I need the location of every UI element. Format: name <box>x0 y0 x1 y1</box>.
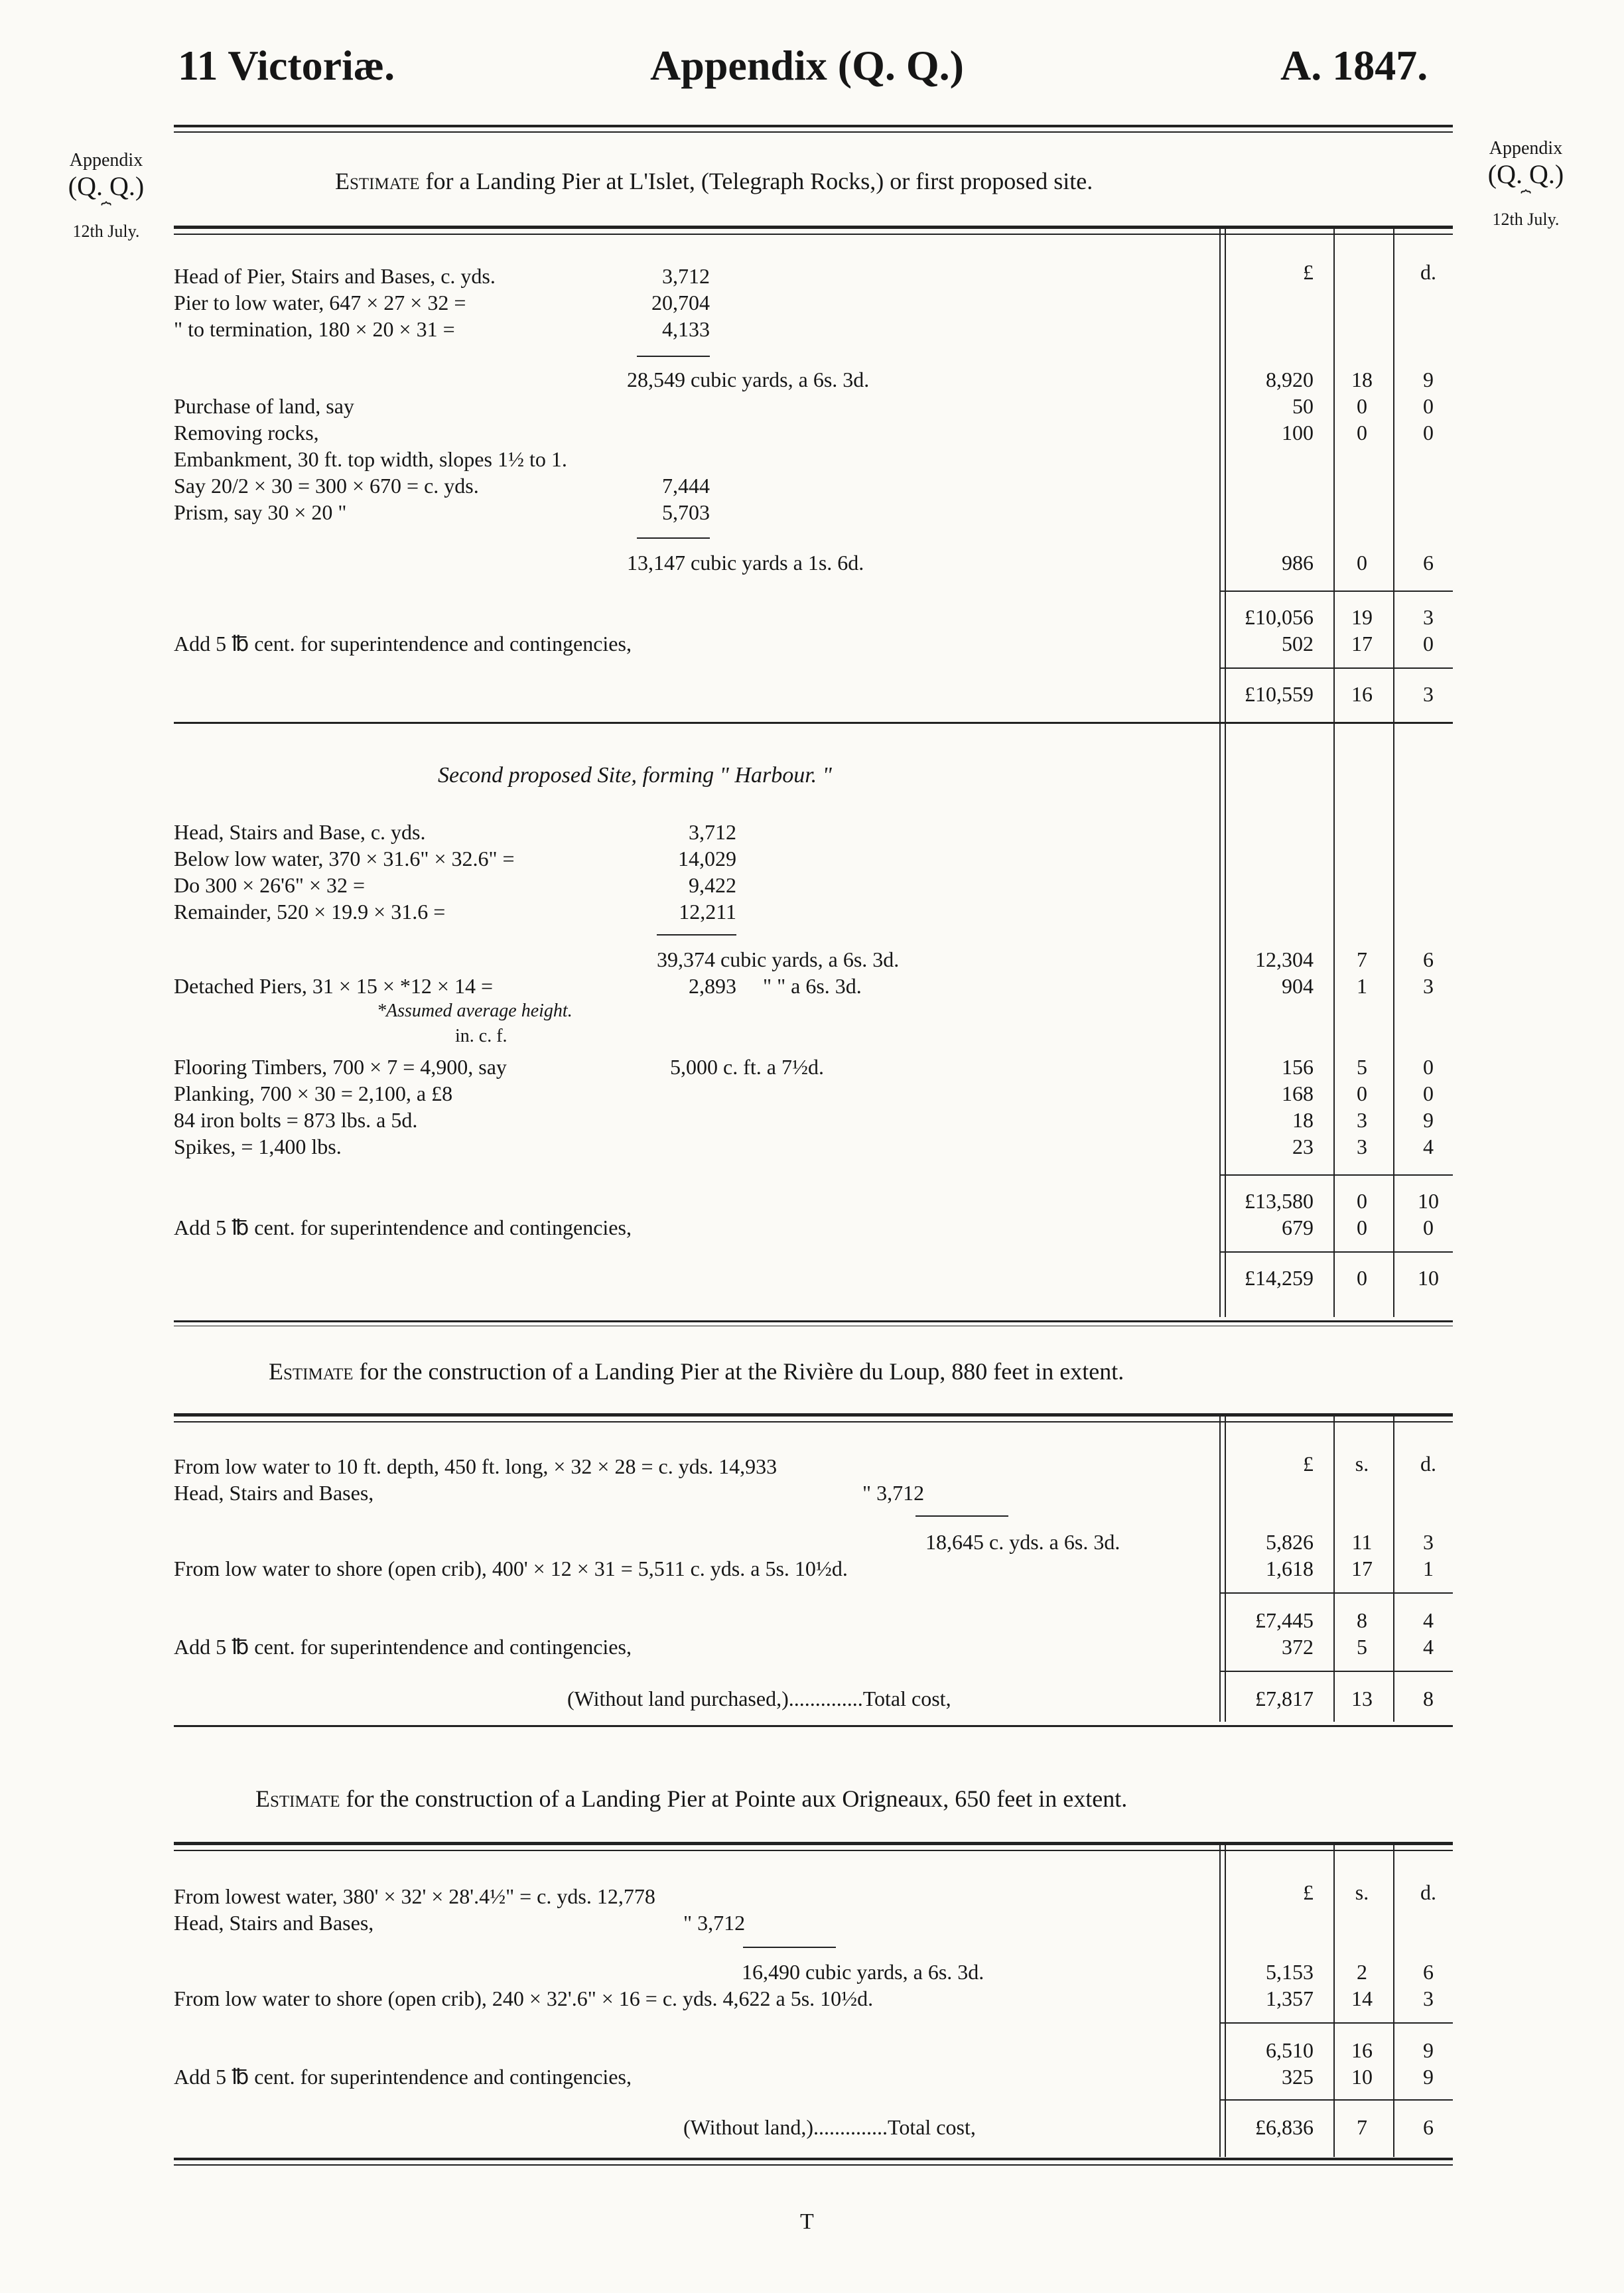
s3-col-s: s. <box>1355 1452 1369 1476</box>
s2-detached-val: 2,893 <box>689 974 736 998</box>
s2-detached-l: 904 <box>1282 974 1314 998</box>
s4-col-pound: £ <box>1303 1880 1314 1904</box>
col-line <box>1393 229 1394 1317</box>
header-title: Appendix (Q. Q.) <box>650 42 964 89</box>
s2-row-2-val: 9,422 <box>689 873 736 897</box>
margin-brace: ⏞ <box>101 202 111 222</box>
s2-spikes-d: 4 <box>1423 1135 1434 1158</box>
s1-add-d: 0 <box>1423 632 1434 656</box>
s2-row-0: Head, Stairs and Base, c. yds. <box>174 820 426 844</box>
sum-rule <box>657 934 736 936</box>
s2-bolts: 84 iron bolts = 873 lbs. a 5d. <box>174 1108 418 1132</box>
section2-title: Second proposed Site, forming " Harbour. " <box>438 763 832 788</box>
section1-rule-thin <box>174 234 1453 235</box>
s4-col-s: s. <box>1355 1880 1369 1904</box>
section1-rule <box>174 226 1453 229</box>
s4-subtotal-s: 16 <box>1351 2038 1373 2062</box>
sum-rule <box>637 356 710 357</box>
s4-shore: From low water to shore (open crib), 240 × 32'.6" × 16 = c. yds. 4,622 a 5s. 10½d. <box>174 1986 874 2010</box>
s2-sum1-d: 6 <box>1423 947 1434 971</box>
margin-qq: (Q. Q.) <box>68 171 145 202</box>
s1-row-2: " to termination, 180 × 20 × 31 = <box>174 317 455 341</box>
s2-total-s: 0 <box>1357 1266 1367 1290</box>
bottom-rule-thin <box>174 2164 1453 2166</box>
s1-removing-s: 0 <box>1357 421 1367 445</box>
margin-date: 12th July. <box>72 222 140 242</box>
s1-sum2-s: 0 <box>1357 551 1367 575</box>
s1-add-s: 17 <box>1351 632 1373 656</box>
section3-title: Estimate for the construction of a Landing Pier at the Rivière du Loup, 880 feet in extent. <box>269 1358 1124 1385</box>
s1-say: Say 20/2 × 30 = 300 × 670 = c. yds. <box>174 474 479 498</box>
s3-shore-d: 1 <box>1423 1557 1434 1580</box>
s1-row-2-val: 4,133 <box>662 317 710 341</box>
s2-add-l: 679 <box>1282 1216 1314 1239</box>
s1-total-l: £10,559 <box>1245 682 1314 706</box>
s2-total-l: £14,259 <box>1245 1266 1314 1290</box>
subtotal-rule <box>1219 1592 1453 1594</box>
s2-row-3: Remainder, 520 × 19.9 × 31.6 = <box>174 900 446 924</box>
s2-flooring: Flooring Timbers, 700 × 7 = 4,900, say <box>174 1055 507 1079</box>
s1-sum2-l: 986 <box>1282 551 1314 575</box>
s1-purchase: Purchase of land, say <box>174 394 354 418</box>
s2-detached: Detached Piers, 31 × 15 × *12 × 14 = <box>174 974 493 998</box>
s3-add: Add 5 ℔ cent. for superintendence and contingencies, <box>174 1635 632 1659</box>
s3-shore-l: 1,618 <box>1266 1557 1314 1580</box>
s1-purchase-s: 0 <box>1357 394 1367 418</box>
s2-bolts-d: 9 <box>1423 1108 1434 1132</box>
s1-prism: Prism, say 30 × 20 " <box>174 500 347 524</box>
s1-row-0-val: 3,712 <box>662 264 710 288</box>
header-year: A. 1847. <box>1280 42 1428 89</box>
margin-brace: ⏞ <box>1521 190 1531 210</box>
s1-row-0: Head of Pier, Stairs and Bases, c. yds. <box>174 264 496 288</box>
s1-total-d: 3 <box>1423 682 1434 706</box>
s3-subtotal-s: 8 <box>1357 1608 1367 1632</box>
s4-total-text: (Without land,)..............Total cost, <box>683 2115 976 2139</box>
sum-rule <box>915 1515 1008 1517</box>
margin-appendix: Appendix <box>69 150 143 171</box>
s2-row-3-val: 12,211 <box>679 900 736 924</box>
section4-rule-thin <box>174 1850 1453 1851</box>
s3-shore-s: 17 <box>1351 1557 1373 1580</box>
subtotal-rule <box>1219 591 1453 592</box>
s2-spikes-l: 23 <box>1292 1135 1314 1158</box>
total-rule <box>1219 1671 1453 1672</box>
s4-add: Add 5 ℔ cent. for superintendence and contingencies, <box>174 2065 632 2089</box>
s2-planking-l: 168 <box>1282 1081 1314 1105</box>
section-divider <box>174 722 1453 724</box>
s3-add-s: 5 <box>1357 1635 1367 1659</box>
s2-spikes-s: 3 <box>1357 1135 1367 1158</box>
s3-col-d: d. <box>1420 1452 1436 1476</box>
s4-total-l: £6,836 <box>1255 2115 1314 2139</box>
s4-add-s: 10 <box>1351 2065 1373 2089</box>
margin-appendix: Appendix <box>1489 138 1563 159</box>
s1-subtotal-l: £10,056 <box>1245 605 1314 629</box>
s2-bolts-s: 3 <box>1357 1108 1367 1132</box>
s3-col-pound: £ <box>1303 1452 1314 1476</box>
s1-total-s: 16 <box>1351 682 1373 706</box>
s2-subtotal-s: 0 <box>1357 1189 1367 1213</box>
s4-sum1-l: 5,153 <box>1266 1960 1314 1984</box>
s4-row2-val: " 3,712 <box>683 1911 746 1935</box>
s4-shore-l: 1,357 <box>1266 1986 1314 2010</box>
s2-bolts-l: 18 <box>1292 1108 1314 1132</box>
s3-total-d: 8 <box>1423 1687 1434 1710</box>
subtotal-rule <box>1219 1174 1453 1176</box>
total-rule <box>1219 2099 1453 2101</box>
s1-sum2-d: 6 <box>1423 551 1434 575</box>
s4-subtotal-d: 9 <box>1423 2038 1434 2062</box>
header-session: 11 Victoriæ. <box>178 42 395 89</box>
s4-subtotal-l: 6,510 <box>1266 2038 1314 2062</box>
s1-subtotal-d: 3 <box>1423 605 1434 629</box>
s1-sum1-text: 28,549 cubic yards, a 6s. 3d. <box>627 368 870 391</box>
s4-total-d: 6 <box>1423 2115 1434 2139</box>
s2-planking: Planking, 700 × 30 = 2,100, a £8 <box>174 1081 453 1105</box>
s3-sum1-text: 18,645 c. yds. a 6s. 3d. <box>925 1530 1120 1554</box>
s2-detached-s: 1 <box>1357 974 1367 998</box>
s4-row1: From lowest water, 380' × 32' × 28'.4½" = c. yds. 12,778 <box>174 1884 655 1908</box>
s3-subtotal-d: 4 <box>1423 1608 1434 1632</box>
s3-total-s: 13 <box>1351 1687 1373 1710</box>
s1-row-1: Pier to low water, 647 × 27 × 32 = <box>174 291 466 314</box>
s2-planking-d: 0 <box>1423 1081 1434 1105</box>
s2-units: in. c. f. <box>455 1026 508 1046</box>
s3-total-l: £7,817 <box>1255 1687 1314 1710</box>
s4-add-d: 9 <box>1423 2065 1434 2089</box>
s4-sum1-text: 16,490 cubic yards, a 6s. 3d. <box>742 1960 984 1984</box>
s3-row1: From low water to 10 ft. depth, 450 ft. long, × 32 × 28 = c. yds. 14,933 <box>174 1454 778 1478</box>
s3-row2-val: " 3,712 <box>862 1481 925 1505</box>
s2-flooring-rate: 5,000 c. ft. a 7½d. <box>670 1055 824 1079</box>
s2-sum1-text: 39,374 cubic yards, a 6s. 3d. <box>657 947 900 971</box>
s2-row-2: Do 300 × 26'6" × 32 = <box>174 873 366 897</box>
s3-sum1-d: 3 <box>1423 1530 1434 1554</box>
header-rule-thin <box>174 131 1453 133</box>
s1-sum1-s: 18 <box>1351 368 1373 391</box>
s2-add-s: 0 <box>1357 1216 1367 1239</box>
sum-rule <box>637 537 710 539</box>
s2-detached-d: 3 <box>1423 974 1434 998</box>
sum-rule <box>743 1947 836 1948</box>
s1-sum1-d: 9 <box>1423 368 1434 391</box>
subtotal-rule <box>1219 2022 1453 2024</box>
section1-title: Estimate for a Landing Pier at L'Islet, (Telegraph Rocks,) or first proposed site. <box>335 168 1093 194</box>
s2-row-0-val: 3,712 <box>689 820 736 844</box>
s3-row2: Head, Stairs and Bases, <box>174 1481 374 1505</box>
s3-total-text: (Without land purchased,)..............Total cost, <box>567 1687 951 1710</box>
s1-removing-d: 0 <box>1423 421 1434 445</box>
margin-left <box>40 150 172 242</box>
s4-sum1-d: 6 <box>1423 1960 1434 1984</box>
s4-shore-d: 3 <box>1423 1986 1434 2010</box>
margin-date: 12th July. <box>1492 210 1560 230</box>
s3-sum1-l: 5,826 <box>1266 1530 1314 1554</box>
section3-rule <box>174 1413 1453 1417</box>
page-signature: T <box>800 2209 814 2234</box>
s1-row-1-val: 20,704 <box>651 291 710 314</box>
s4-total-s: 7 <box>1357 2115 1367 2139</box>
col-line <box>1393 1845 1394 2157</box>
s2-flooring-l: 156 <box>1282 1055 1314 1079</box>
margin-right <box>1459 138 1592 230</box>
s1-sum2-text: 13,147 cubic yards a 1s. 6d. <box>627 551 864 575</box>
s2-sum1-s: 7 <box>1357 947 1367 971</box>
s2-flooring-s: 5 <box>1357 1055 1367 1079</box>
s2-spikes: Spikes, = 1,400 lbs. <box>174 1135 342 1158</box>
s2-total-d: 10 <box>1418 1266 1439 1290</box>
s1-sum1-l: 8,920 <box>1266 368 1314 391</box>
s1-removing: Removing rocks, <box>174 421 319 445</box>
s2-subtotal-l: £13,580 <box>1245 1189 1314 1213</box>
s4-col-d: d. <box>1420 1880 1436 1904</box>
s2-planking-s: 0 <box>1357 1081 1367 1105</box>
s3-subtotal-l: £7,445 <box>1255 1608 1314 1632</box>
section3-rule-thin <box>174 1421 1453 1423</box>
s1-embank: Embankment, 30 ft. top width, slopes 1½ to 1. <box>174 447 567 471</box>
col-d: d. <box>1420 260 1436 284</box>
s2-row-1: Below low water, 370 × 31.6" × 32.6" = <box>174 847 515 870</box>
col-pound: £ <box>1303 260 1314 284</box>
section4-title: Estimate for the construction of a Landing Pier at Pointe aux Origneaux, 650 feet in extent. <box>255 1785 1128 1812</box>
s3-add-d: 4 <box>1423 1635 1434 1659</box>
s2-add-d: 0 <box>1423 1216 1434 1239</box>
s1-say-val: 7,444 <box>662 474 710 498</box>
s1-purchase-d: 0 <box>1423 394 1434 418</box>
s2-add: Add 5 ℔ cent. for superintendence and contingencies, <box>174 1216 632 1239</box>
s4-add-l: 325 <box>1282 2065 1314 2089</box>
s2-subtotal-d: 10 <box>1418 1189 1439 1213</box>
s4-row2: Head, Stairs and Bases, <box>174 1911 374 1935</box>
section4-rule <box>174 1842 1453 1845</box>
s1-subtotal-s: 19 <box>1351 605 1373 629</box>
total-rule <box>1219 667 1453 669</box>
section-divider <box>174 1725 1453 1727</box>
s3-add-l: 372 <box>1282 1635 1314 1659</box>
header-rule <box>174 125 1453 127</box>
s2-assumed-note: *Assumed average height. <box>377 1001 573 1021</box>
s1-prism-val: 5,703 <box>662 500 710 524</box>
s1-add-l: 502 <box>1282 632 1314 656</box>
s2-sum1-l: 12,304 <box>1255 947 1314 971</box>
s3-shore: From low water to shore (open crib), 400' × 12 × 31 = 5,511 c. yds. a 5s. 10½d. <box>174 1557 848 1580</box>
s1-purchase-l: 50 <box>1292 394 1314 418</box>
col-line <box>1393 1417 1394 1722</box>
margin-qq: (Q. Q.) <box>1487 159 1564 190</box>
total-rule <box>1219 1251 1453 1253</box>
s2-flooring-d: 0 <box>1423 1055 1434 1079</box>
section-divider <box>174 1320 1453 1322</box>
s4-sum1-s: 2 <box>1357 1960 1367 1984</box>
s3-sum1-s: 11 <box>1351 1530 1373 1554</box>
s1-removing-l: 100 <box>1282 421 1314 445</box>
s4-shore-s: 14 <box>1351 1986 1373 2010</box>
s1-add: Add 5 ℔ cent. for superintendence and contingencies, <box>174 632 632 656</box>
bottom-rule <box>174 2158 1453 2160</box>
s2-row-1-val: 14,029 <box>678 847 736 870</box>
s2-detached-rate: " " a 6s. 3d. <box>763 974 862 998</box>
